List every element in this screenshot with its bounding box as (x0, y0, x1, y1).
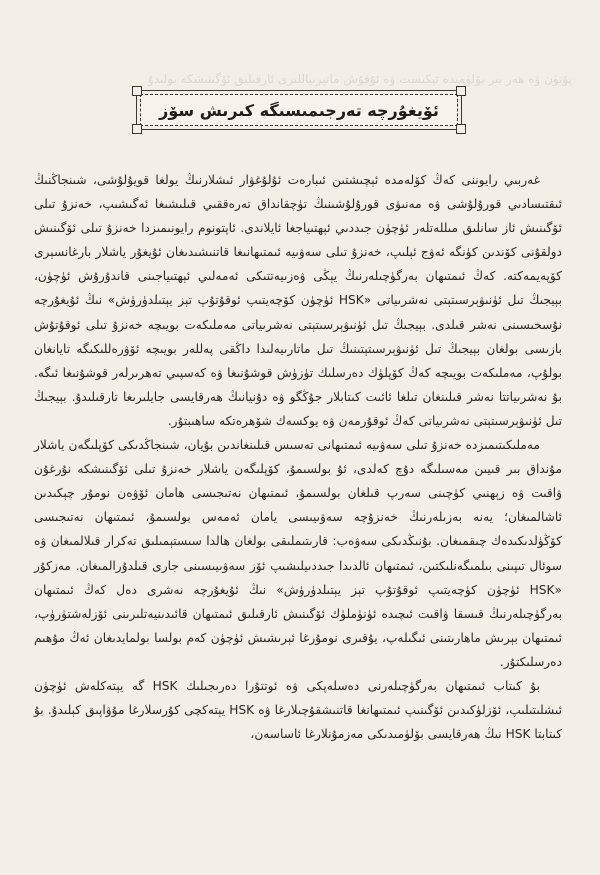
frame-corner-ornament (456, 86, 466, 96)
show-through-text: ﭘﯘﺗﯜﻥ ﯞﻩ ﮬﻪﺭ ﺑﯩﺮ ﺑﯚﻟﯜﻣﯩﺪﻩ ﺗﯧﻜﯩﺴﺖ ﯞﻩ ﺋﯘﻗﯘﺵ ﻣﺎﺗﯧﺮﯨﻴﺎﻟﻠﯩﺮﻯ ﺋﺎﺭﻗﯩﻠﯩﻖ ﺋﯚﮔﯩﻨﯩﺸﻜﻪ ﺑﻮﻟﯩﺪﯗ (147, 72, 572, 86)
paragraph-2: مەملىكىتىمىزدە خەنزۇ تىلى سەۋىيە ئىمتىھانى تەسىس قىلىنغاندىن بۇيان، شىنجاڭدىكى كۆپلىگەن ياشلار مۇنداق بىر قىيىن مەسىلىگە دۇچ كەلدى، ئۇ بولسىمۇ، كۆپلىگەن ياشلار خەنزۇ تىلى ئۆگىنىشكە نۇرغۇن ۋاقىت ۋە زېھنىي كۈچىنى سەرپ قىلغان بولسىمۇ، ئىمتىھان نەتىجىسى ھامان ئۆۋەن نومۇر چېكىدىن ئاشالمىغان؛ يەنە بەزىلەرنىڭ خەنزۇچە سەۋىيىسى يامان ئەمەس بولسىمۇ، ئىمتىھان نەتىجىسى كۆڭۈلدىكىدەك چىقمىغان. بۇنىڭدىكى سەۋەب: قارىتىملىقى بولغان ھالدا سىستېمىلىق تەكرار قىلالمىغان ۋە سوئال تىپىنى بىلمىگەنلىكتىن، ئىمتىھان ئالدىدا جىددىيلىشىپ ئۆز سەۋىيىسىنى جارى قىلدۇرالمىغان. مەزكۇر «HSK ئۈچۈن كۈچەيتىپ ئوقۇتۇپ تېز يېتىلدۈرۈش» نىڭ ئۇيغۇرچە نەشرى دەل كەڭ ئىمتىھان بەرگۈچىلەرنىڭ قىسقا ۋاقىت ئىچىدە ئۈنۈملۈك ئۆگىنىش ئارقىلىق ئىمتىھان قائىدىنيەتلىرىنى ئۆزلەشتۈرۈپ، ئىمتىھان بېرىش ماھارىتىنى ئىگىلەپ، يۇقىرى نومۇرغا ئېرىشىش ئۈچۈن كەم بولسا بولمايدىغان ئەڭ مۇھىم دەرسلىكتۇر. (34, 438, 562, 669)
frame-corner-ornament (132, 86, 142, 96)
title-frame (136, 90, 462, 130)
paragraph-1: غەربىي رايوننى كەڭ كۆلەمدە ئېچىشتىن ئىبارەت ئۇلۇغۋار ئىشلارنىڭ يولغا قويۇلۇشى، شىنجاڭنىڭ ئىقتىسادىي قورۇلۇشى ۋە مەنىۋى قورۇلۇشىنىڭ تۈچقانداق تەرەققىي قىلىشىغا ئەگىشىپ، خەنزۇ تىلى ئۆگىنىش ئاز سانلىق مىللەتلەر ئۈچۈن جىددىي ئېھتىياجغا ئايلاندى. ئاپتونوم رايونىمىزدا خەنزۇ تىلى ئۆگىنىش دولقۇنى كۆندىن كۈنگە ئەۋج ئېلىپ، خەنزۇ تىلى سەۋىيە ئىمتىھانىغا قاتنىشىدىغان ئۇيغۇر ياشلار بارغانسېرى كۆپەيمەكتە. كەڭ ئىمتىھان بەرگۈچىلەرنىڭ يېڭى ۋەزىيەتتىكى ئەمەلىي ئېھتىياجىنى قاندۇرۇش ئۈچۈن، بېيجىڭ تىل ئۈنىۋېرسىتېتى نەشرىياتى «HSK ئۈچۈن كۆچەيتىپ ئوقۇتۇپ تېز يېتىلدۈرۈش» نىڭ ئۇيغۇرچە نۇسخىسىنى نەشر قىلدى. بېيجىڭ تىل ئۈنىۋېرسىتېتى نەشرىياتى مەملىكەت بويىچە خەنزۇ تىلى ئوقۇتۇش بازىسى بولغان بېيجىڭ تىل ئۈنىۋېرسىتېتىنىڭ تىل ماتارىيەلىدا داڭقى پەللەر بويىچە ئۆۋرەللىكىگە تايانغان بولۇپ، مەملىكەت بويىچە كەڭ كۆپلۈك دەرسلىك تۈزۈش قوشۇنىغا ۋە كەسپىي تەھرىرلەر قوشۇنىغا ئىگە. بۇ نەشرىياتتا نەشر قىلىنغان تىلغا ئائىت كىتابلار جۇڭگو ۋە دۇنيانىڭ ھەرقايسى جايلىرىغا تارقىلىدۇ. بېيجىڭ تىل ئۈنىۋېرسىتېتى نەشرىياتى كەڭ ئوقۇرمەن ۋە يوكسەك شۆھرەتكە ساھىبتۇر. (34, 173, 562, 428)
frame-corner-ornament (456, 124, 466, 134)
frame-corner-ornament (132, 124, 142, 134)
body-text (34, 168, 562, 746)
paragraph-3: بۇ كىتاب ئىمتىھان بەرگۈچىلەرنى دەسلەپكى ۋە ئوتتۇرا دەرىجىلىك HSK گە يېتەكلەش ئۈچۈن ئىشلىتىلىپ، ئۆزلۈكىدىن ئۆگىنىپ ئىمتىھانغا قاتنىشقۇچىلارغا ۋە HSK يېتەكچى كۇرسلارغا مۇۋاپىق كېلىدۇ. بۇ كىتابتا HSK نىڭ ھەرقايسى بۆلۈمىدىكى مەزمۇنلارغا ئاساسەن، (34, 678, 562, 742)
page-title: ئۆيغۇرچە تەرجىمىسىگە كىرىش سۆز (140, 94, 458, 126)
